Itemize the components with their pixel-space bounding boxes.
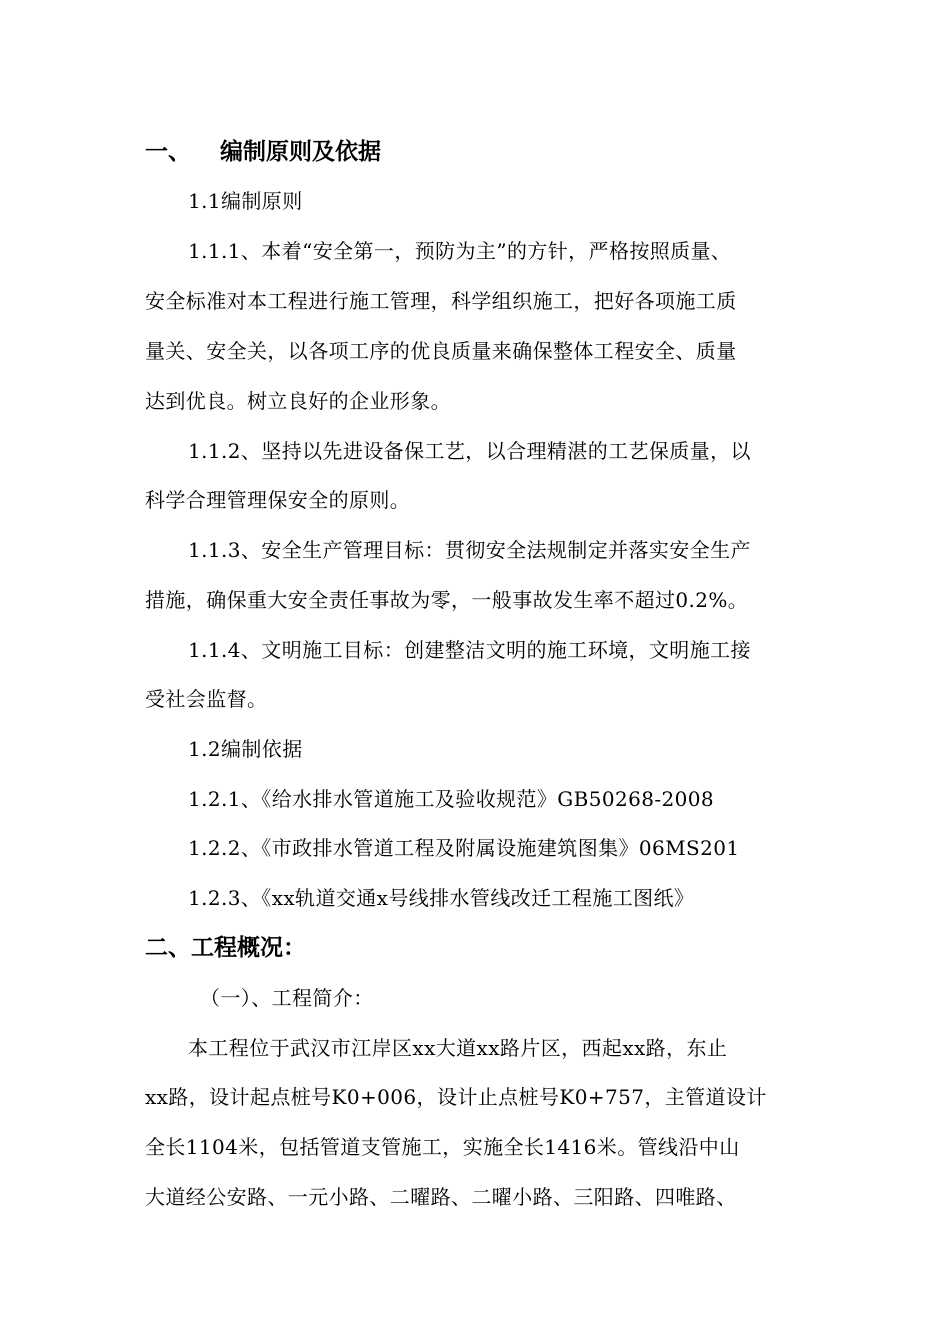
- paragraph-line: 1.1.3、安全生产管理目标：贯彻安全法规制定并落实安全生产: [188, 538, 751, 562]
- paragraph-line: 本工程位于武汉市江岸区xx大道xx路片区，西起xx路，东止: [188, 1036, 728, 1060]
- paragraph-line: 全长1104米，包括管道支管施工，实施全长1416米。管线沿中山: [145, 1135, 740, 1159]
- paragraph-line: xx路，设计起点桩号K0+006，设计止点桩号K0+757，主管道设计: [145, 1085, 767, 1109]
- reference-item: 1.2.3、《xx轨道交通x号线排水管线改迁工程施工图纸》: [188, 886, 695, 910]
- paragraph-line: 量关、安全关，以各项工序的优良质量来确保整体工程安全、质量: [145, 339, 737, 363]
- paragraph-line: 措施，确保重大安全责任事故为零，一般事故发生率不超过0.2%。: [145, 588, 749, 612]
- reference-item: 1.2.2、《市政排水管道工程及附属设施建筑图集》06MS201: [188, 836, 740, 860]
- subsection-1-1-heading: 1.1编制原则: [188, 189, 303, 213]
- paragraph-line: 1.1.2、坚持以先进设备保工艺，以合理精湛的工艺保质量，以: [188, 439, 751, 463]
- paragraph-line: 受社会监督。: [145, 687, 268, 711]
- paragraph-line: 大道经公安路、一元小路、二曜路、二曜小路、三阳路、四唯路、: [145, 1185, 737, 1209]
- subsection-2-1-heading: （一）、工程简介：: [200, 986, 374, 1010]
- subsection-1-2-heading: 1.2编制依据: [188, 737, 303, 761]
- reference-item: 1.2.1、《给水排水管道施工及验收规范》GB50268-2008: [188, 787, 715, 811]
- paragraph-line: 科学合理管理保安全的原则。: [145, 488, 411, 512]
- paragraph-line: 1.1.4、文明施工目标：创建整洁文明的施工环境，文明施工接: [188, 638, 751, 662]
- section-1-title: 编制原则及依据: [220, 139, 381, 165]
- paragraph-line: 安全标准对本工程进行施工管理，科学组织施工，把好各项施工质: [145, 289, 737, 313]
- section-2-heading: 二、工程概况：: [145, 935, 306, 961]
- section-1-number: 一、: [145, 139, 191, 165]
- paragraph-line: 达到优良。树立良好的企业形象。: [145, 389, 451, 413]
- section-1-heading: [145, 137, 381, 167]
- paragraph-line: 1.1.1、本着“安全第一，预防为主”的方针，严格按照质量、: [188, 239, 732, 263]
